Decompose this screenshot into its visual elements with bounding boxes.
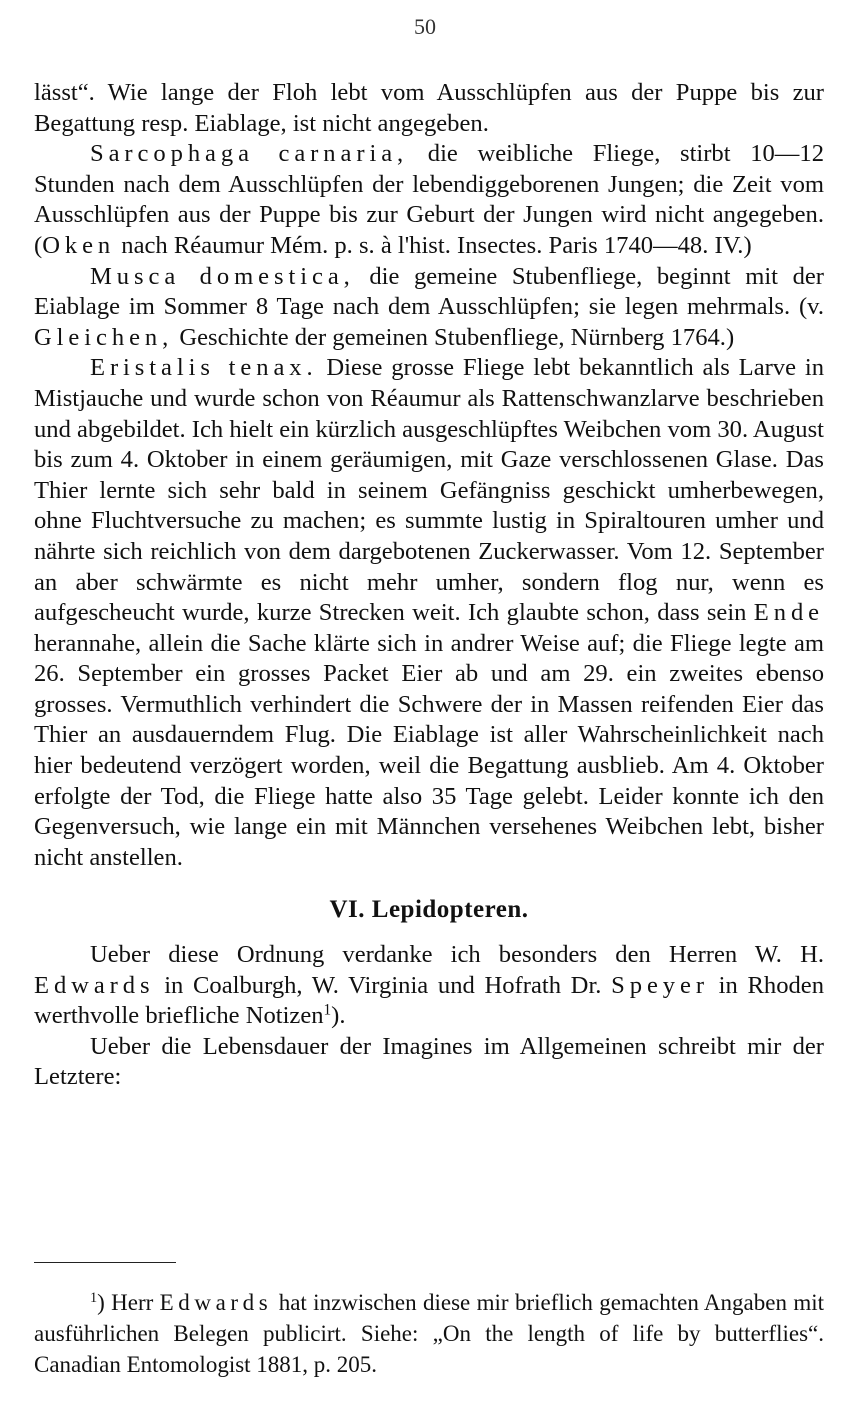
paragraph-musca [34, 262, 824, 354]
paragraph-sarcophaga [34, 139, 824, 261]
section-heading: VI. Lepidopteren. [329, 896, 529, 924]
person-name-edwards: Edwards [34, 971, 155, 999]
paragraph-lifespan: Ueber die Lebensdauer der Imagines im Allgemeinen schreibt mir der Letztere: [34, 1032, 824, 1091]
footnote-divider [34, 1262, 176, 1263]
paragraph-text: nach Réaumur Mém. p. s. à l'hist. Insectes. Paris 1740—48. IV.) [115, 231, 752, 259]
author-name-oken: Oken [42, 231, 116, 259]
paragraph-text: Diese grosse Fliege lebt bekanntlich als Larve in Mistjauche und wurde schon von Réaumur als Rattenschwanzlarve beschrieben und abgebildet. Ich hielt ein kürzlich ausgeschlüpftes Weibchen vom 30. August bis zum 4. Oktober in einem geräumigen, mit Gaze verschlossenen Glase. Das Thier lernte sich sehr bald in seinem Gefängniss geschickt umherbewegen, ohne Fluchtversuche zu machen; es summte lustig in Spiraltouren umher und nährte sich reichlich von dem dargebotenen Zuckerwasser. Vom 12. September an aber schwärmte es nicht mehr umher, sondern flog nur, wenn es aufgescheucht wurde, kurze Strecken weit. Ich glaubte schon, dass sein [34, 354, 824, 627]
paragraph-lepidoptera-intro [34, 940, 824, 1032]
paragraph-text: in Rhoden werthvolle briefliche Notizen [34, 971, 825, 1030]
species-name-eristalis: Eristalis tenax. [90, 354, 318, 382]
paragraph-text: Ueber diese Ordnung verdanke ich besonders den Herren W. H. [90, 941, 824, 969]
paragraph-eristalis [34, 353, 824, 873]
emphasis-ende: Ende [753, 599, 824, 627]
species-name-sarcophaga: Sarcophaga carnaria, [90, 140, 409, 168]
paragraph-text: in Coalburgh, W. Virginia und Hofrath Dr. [154, 971, 612, 999]
footnote [34, 1287, 824, 1380]
paragraph-text: Geschichte der gemeinen Stubenfliege, Nürnberg 1764.) [173, 323, 735, 351]
paragraph-text: die weibliche Fliege, stirbt 10—12 Stunden nach dem Ausschlüpfen der lebendiggeborenen Jungen; die Zeit vom Ausschlüpfen aus der Puppe bis zur Geburt der Jungen wird nicht angegeben. ( [34, 140, 824, 259]
paragraph-flea: lässt“. Wie lange der Floh lebt vom Ausschlüpfen aus der Puppe bis zur Begattung resp. Eiablage, ist nicht angegeben. [34, 79, 824, 137]
person-name-edwards: Edwards [159, 1290, 273, 1315]
page-number: 50 [414, 14, 436, 39]
body-text [34, 78, 824, 1093]
footnote-marker: 1 [90, 1290, 98, 1307]
footnote-text: hat inzwischen diese mir brieflich gemachten Angaben mit ausführlichen Belegen publicirt. Siehe: „On the length of life by butterflies“. Canadian Entomologist 1881, p. 205. [34, 1290, 824, 1377]
paragraph-text: ). [331, 1002, 346, 1030]
footnote-text: ) Herr [97, 1290, 160, 1315]
person-name-speyer: Speyer [611, 971, 709, 999]
footnote-reference: 1 [323, 1001, 332, 1019]
species-name-musca: Musca domestica, [90, 262, 355, 290]
paragraph-text: die gemeine Stubenfliege, beginnt mit der Eiablage im Sommer 8 Tage nach dem Ausschlüpfen; sie legen mehrmals. (v. [34, 262, 824, 321]
paragraph-text: herannahe, allein die Sache klärte sich in andrer Weise auf; die Fliege legte am 26. September ein grosses Packet Eier ab und am 29. ein zweites ebenso grosses. Vermuthlich verhindert die Schwere der in Massen reifenden Eier das Thier an ausdauerndem Flug. Die Eiablage ist aller Wahrscheinlichkeit nach hier bedeutend verzögert worden, weil die Begattung ausblieb. Am 4. Oktober erfolgte der Tod, die Fliege hatte also 35 Tage gelebt. Leider konnte ich den Gegenversuch, wie lange ein mit Männchen versehenes Weibchen lebt, bisher nicht anstellen. [34, 629, 824, 871]
author-name-gleichen: Gleichen, [34, 323, 174, 351]
